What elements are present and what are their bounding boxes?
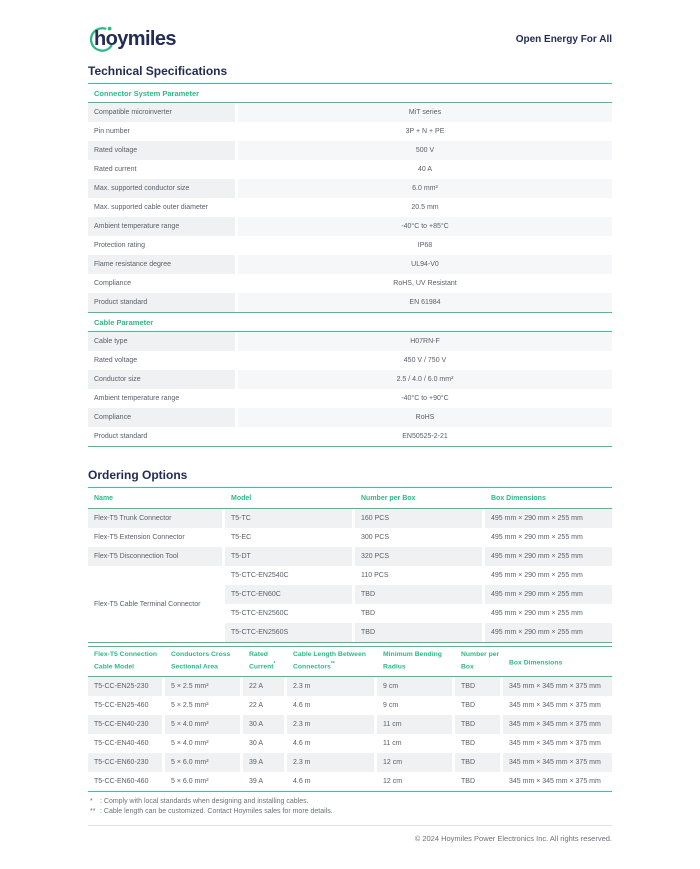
- spec-row: [88, 122, 612, 141]
- page-header: [88, 25, 612, 55]
- column-header: Rated Current*: [249, 651, 276, 671]
- cell-current: 39 A: [249, 778, 264, 785]
- cell-radius: 9 cm: [377, 677, 452, 696]
- table-row: [225, 623, 612, 642]
- table-row: [88, 547, 612, 566]
- spec-value: EN50525-2-21: [402, 433, 448, 440]
- cell-number: TBD: [461, 740, 475, 747]
- cell-radius: 12 cm: [383, 778, 403, 785]
- cell-model: T5-DT: [225, 547, 352, 566]
- column-header: Conductors Cross Sectional Area: [171, 651, 231, 671]
- cell-cross-section: 5 × 6.0 mm²: [171, 778, 209, 785]
- cell-name: Flex-T5 Trunk Connector: [88, 509, 222, 528]
- spec-row: [88, 351, 612, 370]
- cell-number: TBD: [455, 715, 500, 734]
- cell-cross-section: 5 × 2.5 mm²: [165, 677, 240, 696]
- table-row: [88, 734, 612, 753]
- cell-number: 160 PCS: [355, 509, 482, 528]
- table-row: [88, 715, 612, 734]
- cell-current: 22 A: [249, 702, 264, 709]
- spec-label: Rated voltage: [94, 357, 138, 364]
- spec-label: Max. supported conductor size: [88, 179, 235, 198]
- spec-value: UL94-V0: [238, 255, 612, 274]
- cell-length: 4.6 m: [293, 740, 311, 747]
- table-row: [88, 528, 612, 547]
- spec-row: [88, 217, 612, 236]
- cell-length: 4.6 m: [293, 702, 311, 709]
- cell-length: 2.3 m: [287, 715, 374, 734]
- column-header: Name: [94, 494, 114, 502]
- cell-length: 2.3 m: [287, 753, 374, 772]
- column-header: Minimum Bending Radius: [383, 651, 442, 671]
- spec-value: 40 A: [417, 166, 432, 173]
- cell-radius: 12 cm: [377, 753, 452, 772]
- cell-number: TBD: [455, 753, 500, 772]
- cell-dimensions: 345 mm × 345 mm × 375 mm: [509, 702, 601, 709]
- cell-number: TBD: [461, 778, 475, 785]
- spec-row: [88, 427, 612, 446]
- cell-model: T5-CC-EN60-230: [88, 753, 162, 772]
- cell-dimensions: 495 mm × 290 mm × 255 mm: [491, 572, 583, 579]
- spec-row: [88, 255, 612, 274]
- spec-row: [88, 236, 612, 255]
- cell-name: Flex-T5 Disconnection Tool: [88, 547, 222, 566]
- cell-number: TBD: [355, 623, 482, 642]
- cell-current: 39 A: [243, 753, 284, 772]
- table-row: [88, 772, 612, 791]
- spec-row: [88, 389, 612, 408]
- cell-number: TBD: [455, 677, 500, 696]
- spec-value: 450 V / 750 V: [403, 357, 447, 364]
- column-header: Cable Length Between Connectors**: [293, 651, 366, 671]
- spec-label: Flame resistance degree: [88, 255, 235, 274]
- table-row: [225, 566, 612, 585]
- spec-value: -40°C to +85°C: [238, 217, 612, 236]
- cell-model: T5-CTC-EN2560C: [231, 610, 289, 617]
- spec-row: [88, 293, 612, 312]
- footnote: * : Comply with local standards when designing and installing cables.: [90, 798, 309, 805]
- cell-model: T5-CC-EN25-230: [88, 677, 162, 696]
- spec-value: RoHS: [238, 408, 612, 427]
- cell-current: 30 A: [243, 715, 284, 734]
- cell-radius: 11 cm: [377, 715, 452, 734]
- cell-dimensions: 345 mm × 345 mm × 375 mm: [509, 778, 601, 785]
- cell-number: TBD: [361, 610, 375, 617]
- table-header-row: [88, 488, 612, 508]
- table-row: [88, 509, 612, 528]
- cell-radius: 11 cm: [383, 740, 402, 747]
- cell-dimensions: 345 mm × 345 mm × 375 mm: [503, 753, 612, 772]
- copyright-text: © 2024 Hoymiles Power Electronics Inc. All rights reserved.: [414, 834, 612, 843]
- cell-dimensions: 345 mm × 345 mm × 375 mm: [509, 740, 601, 747]
- group-subrows: [225, 566, 612, 642]
- spec-row: [88, 332, 612, 351]
- column-header: Number per Box: [361, 494, 416, 502]
- spec-label: Compliance: [94, 280, 131, 287]
- cell-model: T5-TC: [225, 509, 352, 528]
- cell-number: 300 PCS: [361, 534, 390, 541]
- cell-dimensions: 495 mm × 290 mm × 255 mm: [485, 509, 612, 528]
- cell-dimensions: 345 mm × 345 mm × 375 mm: [503, 715, 612, 734]
- ordering-options-title: Ordering Options: [88, 468, 188, 482]
- table-row: [88, 677, 612, 696]
- spec-label: Compliance: [88, 408, 235, 427]
- spec-label: Product standard: [88, 293, 235, 312]
- cell-length: 4.6 m: [293, 778, 311, 785]
- spec-row: [88, 103, 612, 122]
- spec-label: Max. supported cable outer diameter: [94, 204, 209, 211]
- cell-cross-section: 5 × 6.0 mm²: [165, 753, 240, 772]
- divider: [88, 446, 612, 447]
- spec-label: Conductor size: [88, 370, 235, 389]
- connector-system-table-title: Connector System Parameter: [94, 88, 200, 98]
- table-header-row: [88, 647, 612, 676]
- cell-model: T5-CTC-EN2560S: [225, 623, 352, 642]
- spec-value: 2.5 / 4.0 / 6.0 mm²: [238, 370, 612, 389]
- spec-value: H07RN-F: [238, 332, 612, 351]
- cell-cross-section: 5 × 4.0 mm²: [165, 715, 240, 734]
- spec-label: Compatible microinverter: [88, 103, 235, 122]
- cell-length: 2.3 m: [287, 677, 374, 696]
- tech-specs-title: Technical Specifications: [88, 64, 228, 78]
- spec-value: 6.0 mm²: [238, 179, 612, 198]
- cell-dimensions: 345 mm × 345 mm × 375 mm: [503, 677, 612, 696]
- cell-model: T5-CTC-EN2540C: [231, 572, 289, 579]
- spec-row: [88, 408, 612, 427]
- table-row: [88, 696, 612, 715]
- spec-row: [88, 370, 612, 389]
- table-row: [225, 585, 612, 604]
- spec-label: Product standard: [94, 433, 148, 440]
- cell-number: 110 PCS: [361, 572, 389, 579]
- cell-dimensions: 495 mm × 290 mm × 255 mm: [485, 585, 612, 604]
- cell-dimensions: 495 mm × 290 mm × 255 mm: [485, 623, 612, 642]
- cell-group-name: Flex-T5 Cable Terminal Connector: [94, 600, 201, 608]
- spec-value: MiT series: [238, 103, 612, 122]
- cables-ordering-table: [88, 646, 612, 792]
- column-header: Box Dimensions: [491, 494, 546, 502]
- cell-model: T5-CC-EN60-460: [94, 778, 149, 785]
- cell-number: 320 PCS: [355, 547, 482, 566]
- cable-parameter-table-title: Cable Parameter: [94, 317, 154, 327]
- cell-radius: 9 cm: [383, 702, 399, 709]
- spec-label: Ambient temperature range: [94, 395, 180, 402]
- table-row: [88, 753, 612, 772]
- spec-label: Rated voltage: [88, 141, 235, 160]
- connector-system-table: [88, 84, 612, 313]
- connectors-ordering-table: [88, 488, 612, 643]
- spec-value: EN 61984: [238, 293, 612, 312]
- spec-label: Ambient temperature range: [88, 217, 235, 236]
- cell-dimensions: 495 mm × 290 mm × 255 mm: [491, 610, 583, 617]
- spec-row: [88, 160, 612, 179]
- spec-label: Rated current: [94, 166, 137, 173]
- column-header: Model: [231, 494, 252, 502]
- cell-current: 22 A: [243, 677, 284, 696]
- spec-label: Protection rating: [94, 242, 145, 249]
- cell-model: T5-CC-EN25-460: [94, 702, 149, 709]
- spec-value: RoHS, UV Resistant: [393, 280, 457, 287]
- spec-row: [88, 274, 612, 293]
- column-header: Number per Box: [461, 651, 500, 671]
- table-row: [225, 604, 612, 623]
- column-header: Box Dimensions: [509, 658, 563, 666]
- brand-tagline: Open Energy For All: [515, 34, 612, 45]
- cell-model: T5-EC: [231, 534, 252, 541]
- spec-label: Pin number: [94, 128, 130, 135]
- footnote: ** : Cable length can be customized. Contact Hoymiles sales for more details.: [90, 808, 333, 815]
- divider: [88, 791, 612, 792]
- spec-value: IP68: [417, 242, 433, 249]
- spec-label: Cable type: [88, 332, 235, 351]
- cell-model: T5-CC-EN40-230: [88, 715, 162, 734]
- cell-model: T5-CTC-EN60C: [225, 585, 352, 604]
- table-group-row: [88, 566, 612, 642]
- logo-wordmark: hoymiles: [94, 28, 176, 50]
- cell-model: T5-CC-EN40-460: [94, 740, 149, 747]
- cable-parameter-table: [88, 313, 612, 447]
- spec-row: [88, 198, 612, 217]
- column-header: Flex-T5 Connection Cable Model: [94, 651, 158, 671]
- cell-cross-section: 5 × 2.5 mm²: [171, 702, 209, 709]
- spec-value: 500 V: [238, 141, 612, 160]
- cell-number: TBD: [461, 702, 475, 709]
- spec-value: 3P + N + PE: [405, 128, 445, 135]
- spec-row: [88, 141, 612, 160]
- cell-dimensions: 495 mm × 290 mm × 255 mm: [491, 534, 583, 541]
- footnotes: [88, 797, 612, 817]
- footer-divider: [88, 825, 612, 826]
- spec-row: [88, 179, 612, 198]
- cell-dimensions: 495 mm × 290 mm × 255 mm: [485, 547, 612, 566]
- cell-cross-section: 5 × 4.0 mm²: [171, 740, 209, 747]
- cell-name: Flex-T5 Extension Connector: [94, 534, 185, 541]
- cell-number: TBD: [355, 585, 482, 604]
- hoymiles-logo: [88, 25, 176, 53]
- cell-current: 30 A: [249, 740, 264, 747]
- spec-value: 20.5 mm: [411, 204, 439, 211]
- spec-value: -40°C to +90°C: [401, 395, 449, 402]
